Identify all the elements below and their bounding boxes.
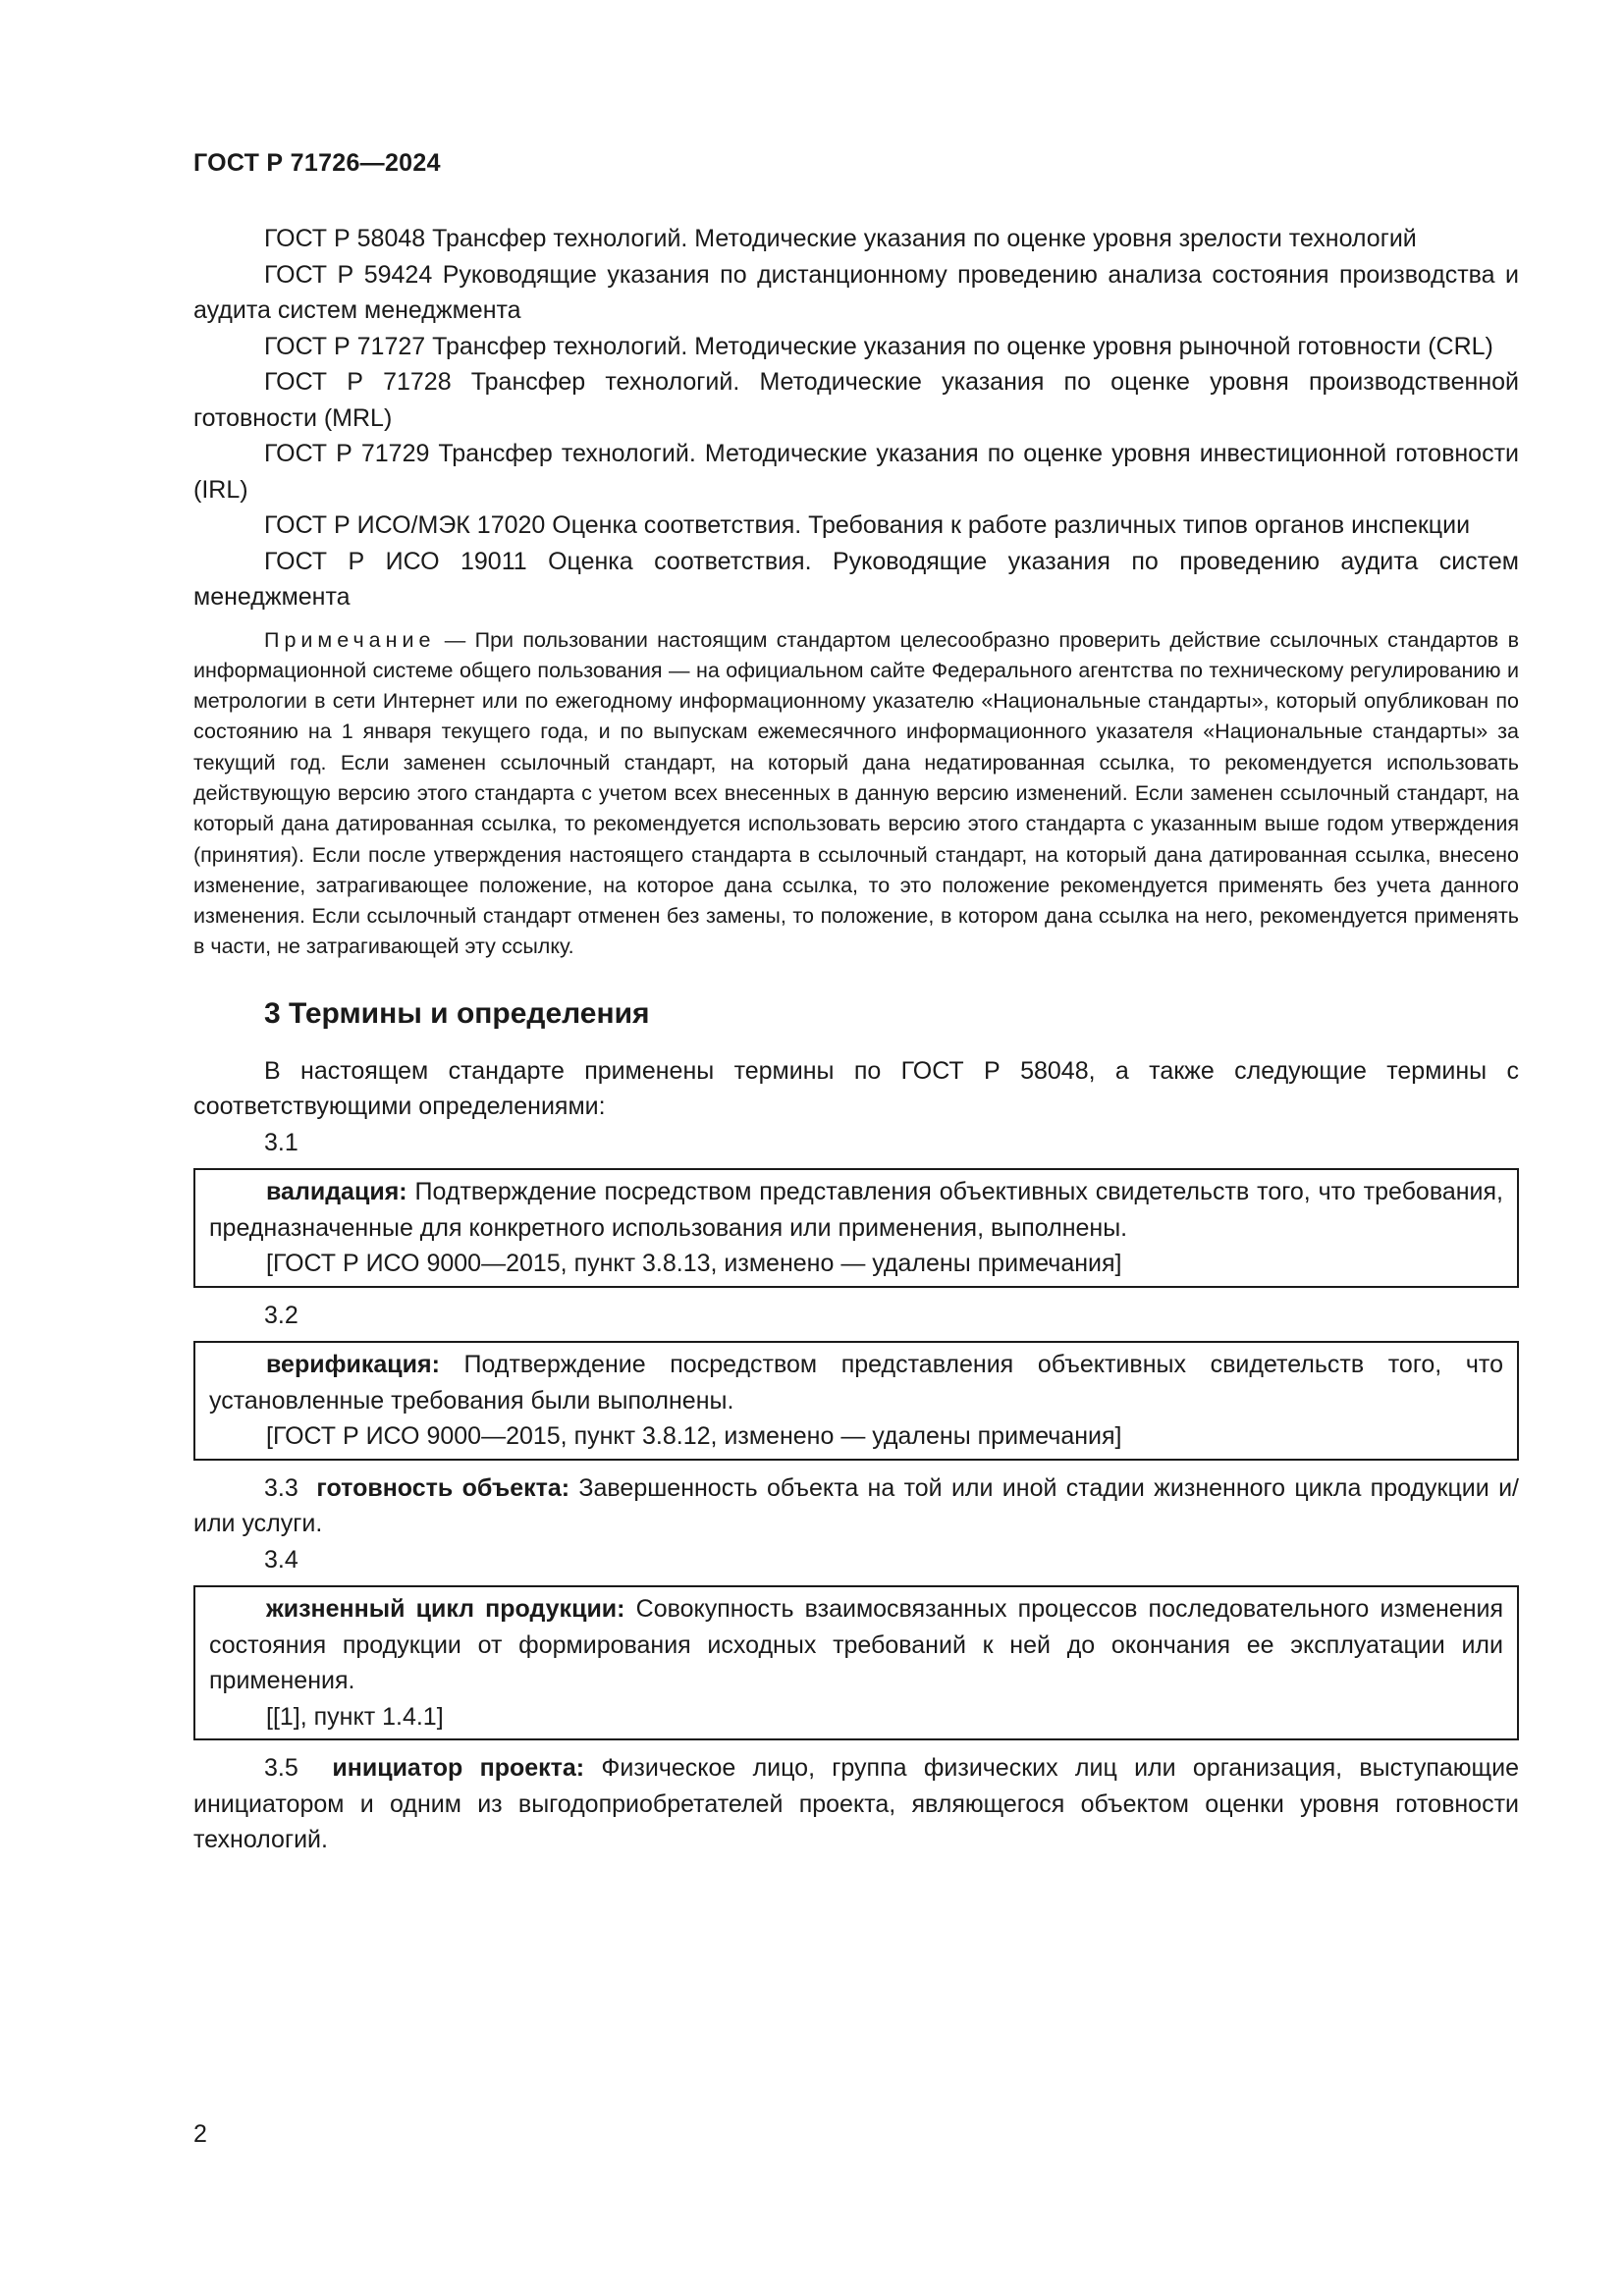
term-number: 3.5 (264, 1754, 298, 1783)
term-box-validation (193, 1168, 1519, 1288)
term-box-verification (193, 1341, 1519, 1461)
note-label: Примечание (264, 627, 436, 652)
term-name: жизненный цикл продукции: (266, 1595, 625, 1624)
term-name: верификация: (266, 1351, 440, 1379)
reference-item: ГОСТ Р ИСО 19011 Оценка соответствия. Руководящие указания по проведению аудита систем менеджмента (193, 547, 1519, 611)
term-number: 3.4 (264, 1545, 298, 1574)
term-number: 3.1 (264, 1128, 298, 1156)
reference-item: ГОСТ Р 71729 Трансфер технологий. Методические указания по оценке уровня инвестиционной готовности (IRL) (193, 440, 1519, 504)
term-def-text: Завершенность объекта на той или иной стадии жизненного цикла продукции и/или услуги. (193, 1473, 1519, 1538)
term-definition (209, 1347, 1503, 1418)
term-source: [ГОСТ Р ИСО 9000—2015, пункт 3.8.13, изменено — удалены примечания] (266, 1250, 1122, 1278)
term-source: [ГОСТ Р ИСО 9000—2015, пункт 3.8.12, изменено — удалены примечания] (266, 1422, 1122, 1451)
term-definition (209, 1591, 1503, 1699)
reference-item: ГОСТ Р 71727 Трансфер технологий. Методические указания по оценке уровня рыночной готовности (CRL) (264, 332, 1493, 360)
term-definition-inline (193, 1470, 1519, 1542)
note-paragraph (193, 625, 1519, 963)
term-def-text: Совокупность взаимосвязанных процессов последовательного изменения состояния продукции от формирования исходных требований к ней до окончания ее эксплуатации или применения. (209, 1595, 1504, 1695)
term-name: инициатор проекта: (332, 1754, 585, 1783)
section-intro: В настоящем стандарте применены термины по ГОСТ Р 58048, а также следующие термины с соответствующими определениями: (193, 1056, 1519, 1121)
term-number: 3.3 (264, 1473, 298, 1502)
term-box-product-lifecycle (193, 1585, 1519, 1740)
term-def-text: Физическое лицо, группа физических лиц или организация, выступающие инициатором и одним из выгодоприобретателей проекта, являющегося объектом оценки уровня готовности технологий. (193, 1754, 1519, 1854)
term-definition (209, 1174, 1503, 1246)
term-number: 3.2 (264, 1301, 298, 1329)
page-content (193, 221, 1519, 1858)
term-definition-inline (193, 1750, 1519, 1858)
page-number: 2 (193, 2120, 207, 2148)
term-def-text: Подтверждение посредством представления объективных свидетельств того, что требования, предназначенные для конкретного использования или применения, выполнены. (209, 1178, 1503, 1242)
term-name: валидация: (266, 1178, 407, 1206)
reference-item: ГОСТ Р ИСО/МЭК 17020 Оценка соответствия. Требования к работе различных типов органов инспекции (264, 511, 1471, 539)
section-heading: 3 Термины и определения (264, 996, 650, 1030)
term-def-text: Подтверждение посредством представления объективных свидетельств того, что установленные требования были выполнены. (209, 1351, 1503, 1415)
document-id-header: ГОСТ Р 71726—2024 (193, 149, 441, 177)
reference-item: ГОСТ Р 71728 Трансфер технологий. Методические указания по оценке уровня производственной готовности (MRL) (193, 368, 1519, 432)
term-name: готовность объекта: (316, 1473, 570, 1502)
normative-references-list (193, 221, 1519, 615)
reference-item: ГОСТ Р 58048 Трансфер технологий. Методические указания по оценке уровня зрелости технологий (264, 225, 1417, 252)
term-source: [[1], пункт 1.4.1] (266, 1702, 444, 1731)
note-text: — При пользовании настоящим стандартом целесообразно проверить действие ссылочных стандартов в информационной системе общего пользования — на официальном сайте Федерального агентства по техническому регулированию и метрологии в сети Интернет или по ежегодному информационному указателю «Национальные стандарты», который опубликован по состоянию на 1 января текущего года, и по выпускам ежемесячного информационного указателя «Национальные стандарты» за текущий год. Если заменен ссылочный стандарт, на который дана недатированная ссылка, то рекомендуется использовать действующую версию этого стандарта с учетом всех внесенных в данную версию изменений. Если заменен ссылочный стандарт, на который дана датированная ссылка, то рекомендуется использовать версию этого стандарта с указанным выше годом утверждения (принятия). Если после утверждения настоящего стандарта в ссылочный стандарт, на который дана датированная ссылка, внесено изменение, затрагивающее положение, на которое дана ссылка, то это положение рекомендуется применять без учета данного изменения. Если ссылочный стандарт отменен без замены, то положение, в котором дана ссылка на него, рекомендуется применять в части, не затрагивающей эту ссылку. (193, 627, 1519, 959)
reference-item: ГОСТ Р 59424 Руководящие указания по дистанционному проведению анализа состояния производства и аудита систем менеджмента (193, 260, 1519, 324)
